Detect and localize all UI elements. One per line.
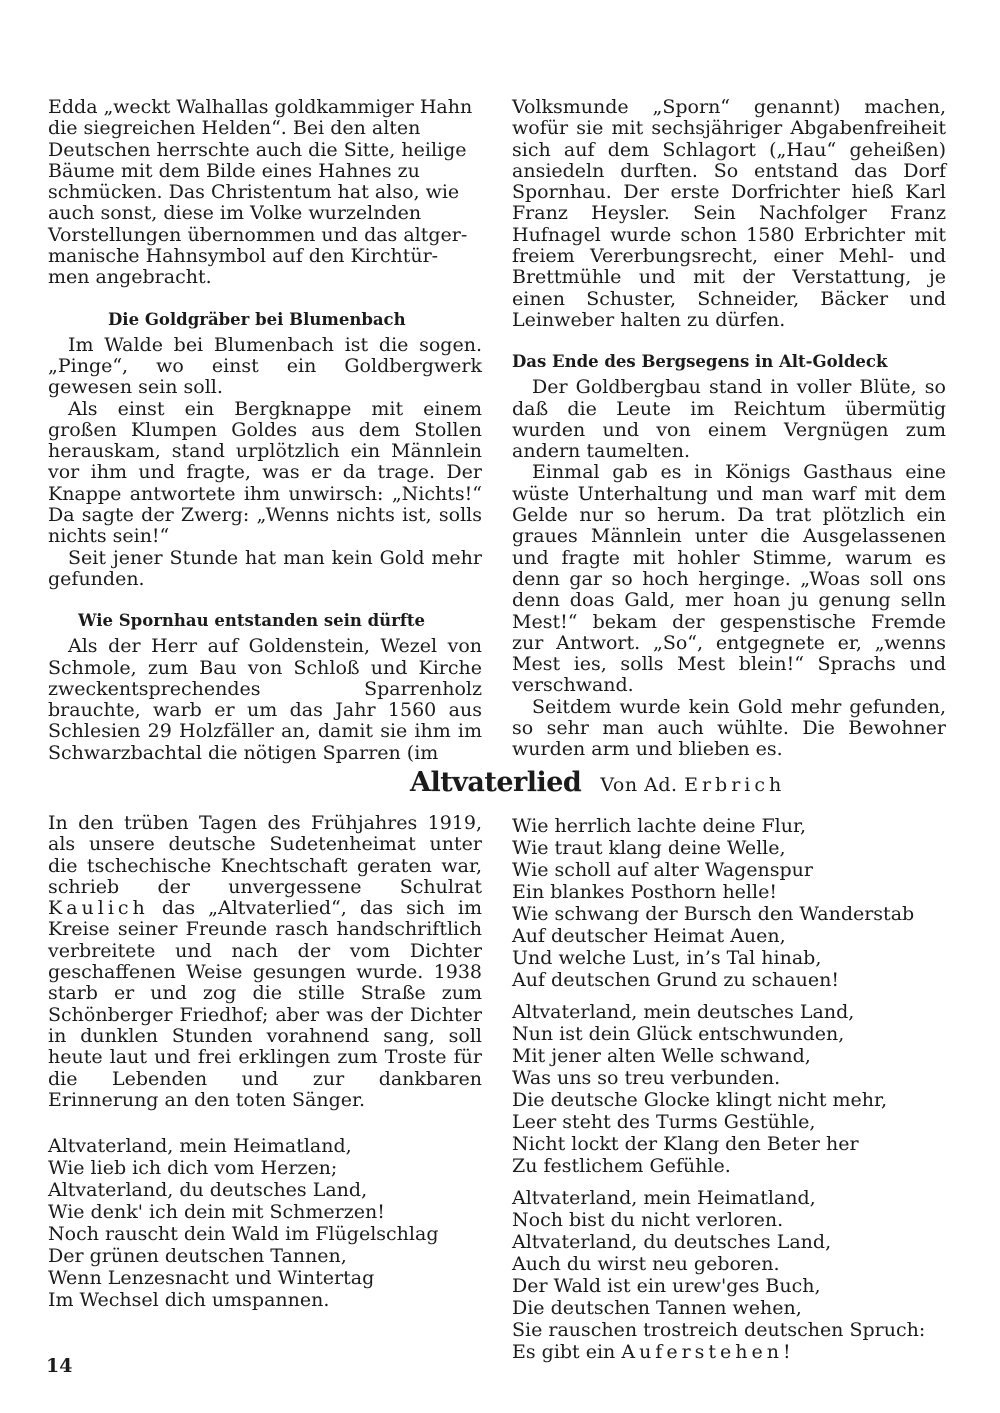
- edda-line: Deutschen herrschte auch die Sitte, heilige: [48, 138, 467, 161]
- poem-line: Auch du wirst neu geboren.: [512, 1253, 780, 1275]
- poem-line: Wie schwang der Bursch den Wanderstab: [512, 903, 915, 925]
- poem-line: Wie herrlich lachte deine Flur,: [512, 815, 807, 837]
- poem-line: Auf deutscher Heimat Auen,: [512, 925, 786, 947]
- poem-line: Altvaterland, mein deutsches Land,: [512, 1001, 855, 1023]
- ende-paragraph-3: Seitdem wurde kein Gold mehr gefunden, so sehr man auch wühlte. Die Bewohner wurden arm und blieben es.: [512, 695, 946, 761]
- right-column-bottom: [512, 815, 946, 1363]
- last-line-spaced-word: Auferstehen!: [621, 1341, 795, 1363]
- edda-line: men angebracht.: [48, 266, 212, 289]
- stanza-4-last-line: [512, 1341, 946, 1363]
- edda-line: Bäume mit dem Bilde eines Hahnes zu: [48, 159, 420, 182]
- song-author: [600, 774, 785, 796]
- poem-line: Leer steht des Turms Gestühle,: [512, 1111, 816, 1133]
- stanza-2: [512, 815, 946, 991]
- edda-line: die siegreichen Helden“. Bei den alten: [48, 117, 421, 140]
- intro-part-b: das „Altvaterlied“, das sich im Kreise seiner Freunde rasch handschriftlich verbreitete und nach der vom Dichter geschaffenen Weise gesungen wurde. 1938 starb er und zog die stille Straße zum Schönberger Friedhof; aber was der Dichter in dunklen Stunden vorahnend sang, soll heute laut und frei erklingen zum Troste für die Lebenden und zur dankbaren Erinnerung an den toten Sänger.: [48, 897, 482, 1111]
- altvaterlied-title-block: [410, 767, 785, 798]
- left-column-bottom: [48, 813, 482, 1321]
- poem-line: Altvaterland, mein Heimatland,: [512, 1187, 816, 1209]
- intro-author-name: Kaulich: [48, 897, 149, 920]
- poem-line: Nun ist dein Glück entschwunden,: [512, 1023, 845, 1045]
- poem-line: Auf deutschen Grund zu schauen!: [512, 969, 839, 991]
- poem-line: Noch rauscht dein Wald im Flügelschlag: [48, 1223, 439, 1246]
- poem-line: Was uns so treu verbunden.: [512, 1067, 781, 1089]
- edda-line: schmücken. Das Christentum hat also, wie: [48, 181, 460, 204]
- edda-paragraph: [48, 97, 482, 289]
- edda-line: auch sonst, diese im Volke wurzelnden: [48, 202, 422, 225]
- goldgraeber-heading: Die Goldgräber bei Blumenbach: [108, 309, 406, 329]
- poem-line: Wie lieb ich dich vom Herzen;: [48, 1157, 338, 1180]
- poem-line: Und welche Lust, in’s Tal hinab,: [512, 947, 822, 969]
- ende-heading: Das Ende des Bergsegens in Alt-Goldeck: [512, 352, 888, 372]
- intro-part-a: In den trüben Tagen des Frühjahres 1919, als unsere deutsche Sudetenheimat unter die tschechische Knechtschaft geraten war, schrieb der unvergessene Schulrat: [48, 812, 482, 898]
- poem-line: Der grünen deutschen Tannen,: [48, 1245, 347, 1268]
- poem-line: Altvaterland, du deutsches Land,: [48, 1179, 368, 1202]
- poem-line: Die deutschen Tannen wehen,: [512, 1297, 802, 1319]
- poem-line: Wenn Lenzesnacht und Wintertag: [48, 1267, 375, 1290]
- spornhau-paragraph: Als der Herr auf Goldenstein, Wezel von Schmole, zum Bau von Schloß und Kirche zweckentsprechendes Sparrenholz brauchte, warb er um das Jahr 1560 aus Schlesien 29 Holzfäller an, damit sie ihm im Schwarzbachtal die nötigen Sparren (im: [48, 635, 482, 764]
- edda-line: Vorstellungen übernommen und das altger-: [48, 223, 468, 246]
- goldgraeber-paragraph-1: Im Walde bei Blumenbach ist die sogen. „Pinge“, wo einst ein Goldbergwerk gewesen sein soll.: [48, 333, 482, 399]
- author-prefix: Von Ad.: [600, 774, 678, 796]
- edda-line: manische Hahnsymbol auf den Kirchtür-: [48, 245, 439, 268]
- poem-line: Altvaterland, mein Heimatland,: [48, 1135, 352, 1158]
- edda-line: Edda „weckt Walhallas goldkammiger Hahn: [48, 96, 473, 118]
- stanza-4: [512, 1187, 946, 1341]
- poem-line: Zu festlichem Gefühle.: [512, 1155, 731, 1177]
- author-name: Erbrich: [684, 774, 786, 796]
- spornhau-heading: Wie Spornhau entstanden sein dürfte: [78, 611, 426, 631]
- poem-line: Wie scholl auf alter Wagenspur: [512, 859, 813, 881]
- ende-paragraph-2: Einmal gab es in Königs Gasthaus eine wüste Unterhaltung und man warf mit dem Gelde nur so herum. Da trat plötzlich ein graues Männlein unter die Ausgelassenen und fragte mit hohler Stimme, warum es denn gar so hoch herginge. „Woas soll ons denn doas Gald, mer hoan ju genung selln Mest!“ bekam der gespenstische Fremde zur Antwort. „So“, entgegnete er, „wenns Mest ies, solls Mest blein!“ Sprachs und verschwand.: [512, 461, 946, 697]
- poem-line: Wie traut klang deine Welle,: [512, 837, 786, 859]
- stanza-1: [48, 1135, 482, 1311]
- right-column-top: [512, 97, 946, 761]
- last-line-prefix: Es gibt ein: [512, 1341, 616, 1363]
- ende-paragraph-1: Der Goldbergbau stand in voller Blüte, so daß die Leute im Reichtum übermütig wurden und von einem Vergnügen zum andern taumelten.: [512, 376, 946, 463]
- page-number: 14: [46, 1355, 73, 1377]
- stanza-3: [512, 1001, 946, 1177]
- poem-line: Mit jener alten Welle schwand,: [512, 1045, 811, 1067]
- poem-line: Nicht lockt der Klang den Beter her: [512, 1133, 859, 1155]
- poem-line: Im Wechsel dich umspannen.: [48, 1289, 330, 1312]
- poem-line: Ein blankes Posthorn helle!: [512, 881, 777, 903]
- poem-line: Die deutsche Glocke klingt nicht mehr,: [512, 1089, 888, 1111]
- goldgraeber-paragraph-3: Seit jener Stunde hat man kein Gold mehr gefunden.: [48, 546, 482, 590]
- poem-line: Der Wald ist ein urew'ges Buch,: [512, 1275, 821, 1297]
- song-title: Altvaterlied: [410, 767, 582, 798]
- altvaterlied-intro: [48, 813, 482, 1111]
- poem-line: Wie denk' ich dein mit Schmerzen!: [48, 1201, 385, 1224]
- goldgraeber-paragraph-2: Als einst ein Bergknappe mit einem großen Klumpen Goldes aus dem Stollen herauskam, stand urplötzlich ein Männlein vor ihm und fragte, was er da trage. Der Knappe antwortete ihm unwirsch: „Nichts!“ Da sagte der Zwerg: „Wenns nichts ist, solls nichts sein!“: [48, 397, 482, 548]
- poem-line: Sie rauschen trostreich deutschen Spruch:: [512, 1319, 926, 1341]
- left-column-top: [48, 97, 482, 764]
- poem-line: Altvaterland, du deutsches Land,: [512, 1231, 832, 1253]
- poem-line: Noch bist du nicht verloren.: [512, 1209, 784, 1231]
- spornhau-continuation: Volksmunde „Sporn“ genannt) machen, wofür sie mit sechsjähriger Abgabenfreiheit sich auf dem Schlagort („Hau“ geheißen) ansiedeln durften. So entstand das Dorf Spornhau. Der erste Dorfrichter hieß Karl Franz Heysler. Sein Nachfolger Franz Hufnagel wurde schon 1580 Erbrichter mit freiem Vererbungsrecht, einer Mehl- und Brettmühle und mit der Verstattung, je einen Schuster, Schneider, Bäcker und Leinweber halten zu dürfen.: [512, 96, 946, 331]
